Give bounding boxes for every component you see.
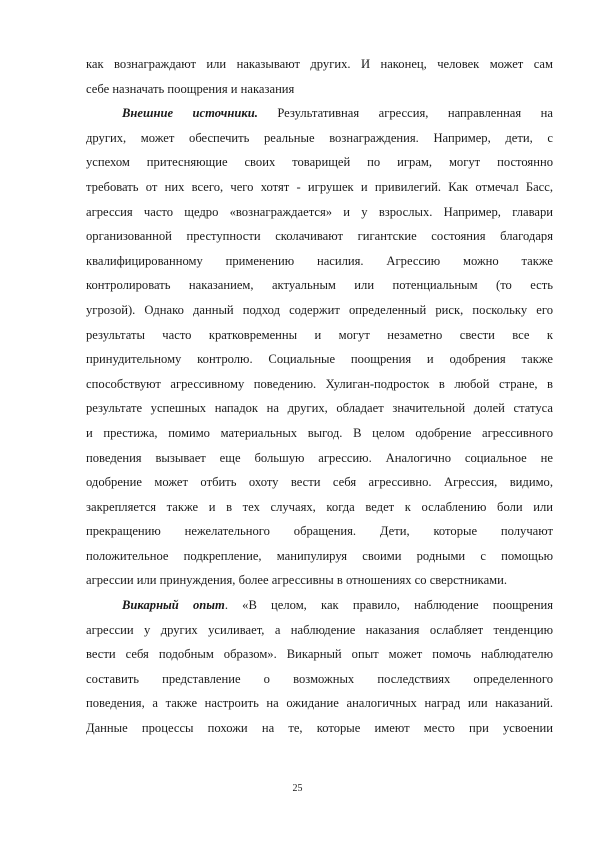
text-line: вести себя подобным образом». Викарный опыт может помочь наблюдателю [86,647,553,662]
text-line: и престижа, помимо материальных выгод. В целом одобрение агрессивного [86,425,553,440]
text-line: требовать от них всего, чего хотят - игрушек и привилегий. Как отмечал Басс, [86,179,553,194]
text-line: прекращению нежелательного обращения. Дети, которые получают [86,524,553,539]
text-span: . «В целом, как правило, наблюдение поощрения [224,598,553,613]
text-line: контролировать наказанием, актуальным или потенциальным (то есть [86,278,553,293]
text-line: одобрение может отбить охоту вести себя агрессивно. Агрессия, видимо, [86,475,553,490]
text-line: положительное подкрепление, манипулируя своими родными с помощью [86,548,553,563]
paragraph-heading: Внешние источники. [122,106,258,121]
text-line: закрепляется также и в тех случаях, когда ведет к ослаблению боли или [86,499,553,514]
text-line: составить представление о возможных последствиях определенного [86,671,553,686]
text-line: успехом притесняющие своих товарищей по играм, могут постоянно [86,155,553,170]
text-line: угрозой). Однако данный подход содержит определенный риск, поскольку его [86,302,553,317]
paragraph-heading: Викарный опыт [122,598,225,613]
text-line: агрессии у других усиливает, а наблюдение наказания ослабляет тенденцию [86,622,553,637]
text-line: поведения, а также настроить на ожидание аналогичных наград или наказаний. [86,696,553,711]
text-line: себе назначать поощрения и наказания [86,81,295,96]
text-line: поведения вызывает еще большую агрессию. Аналогично социальное не [86,450,553,465]
text-line: других, может обеспечить реальные вознаграждения. Например, дети, с [86,130,553,145]
text-line: результаты часто кратковременны и могут незаметно свести все к [86,327,553,342]
text-line: Данные процессы похожи на те, которые имеют место при усвоении [86,721,553,736]
text-line: квалифицированному применению насилия. Агрессию можно также [86,253,553,268]
text-line [86,593,553,618]
text-line: результате успешных нападок на других, обладает значительной долей статуса [86,401,553,416]
body-text [86,52,553,741]
text-line: принудительному контролю. Социальные поощрения и одобрения также [86,352,553,367]
text-line: организованной преступности сколачивают гигантские состояния благодаря [86,229,553,244]
text-line: агрессии или принуждения, более агрессивны в отношениях со сверстниками. [86,573,508,588]
text-line: агрессия часто щедро «вознаграждается» и у взрослых. Например, главари [86,204,553,219]
text-line: способствуют агрессивному поведению. Хулиган-подросток в любой стране, в [86,376,553,391]
text-span: Результативная агрессия, направленная на [257,106,553,121]
text-line [86,101,553,126]
text-line: как вознаграждают или наказывают других. И наконец, человек может сам [86,57,553,71]
page-number: 25 [292,783,303,794]
